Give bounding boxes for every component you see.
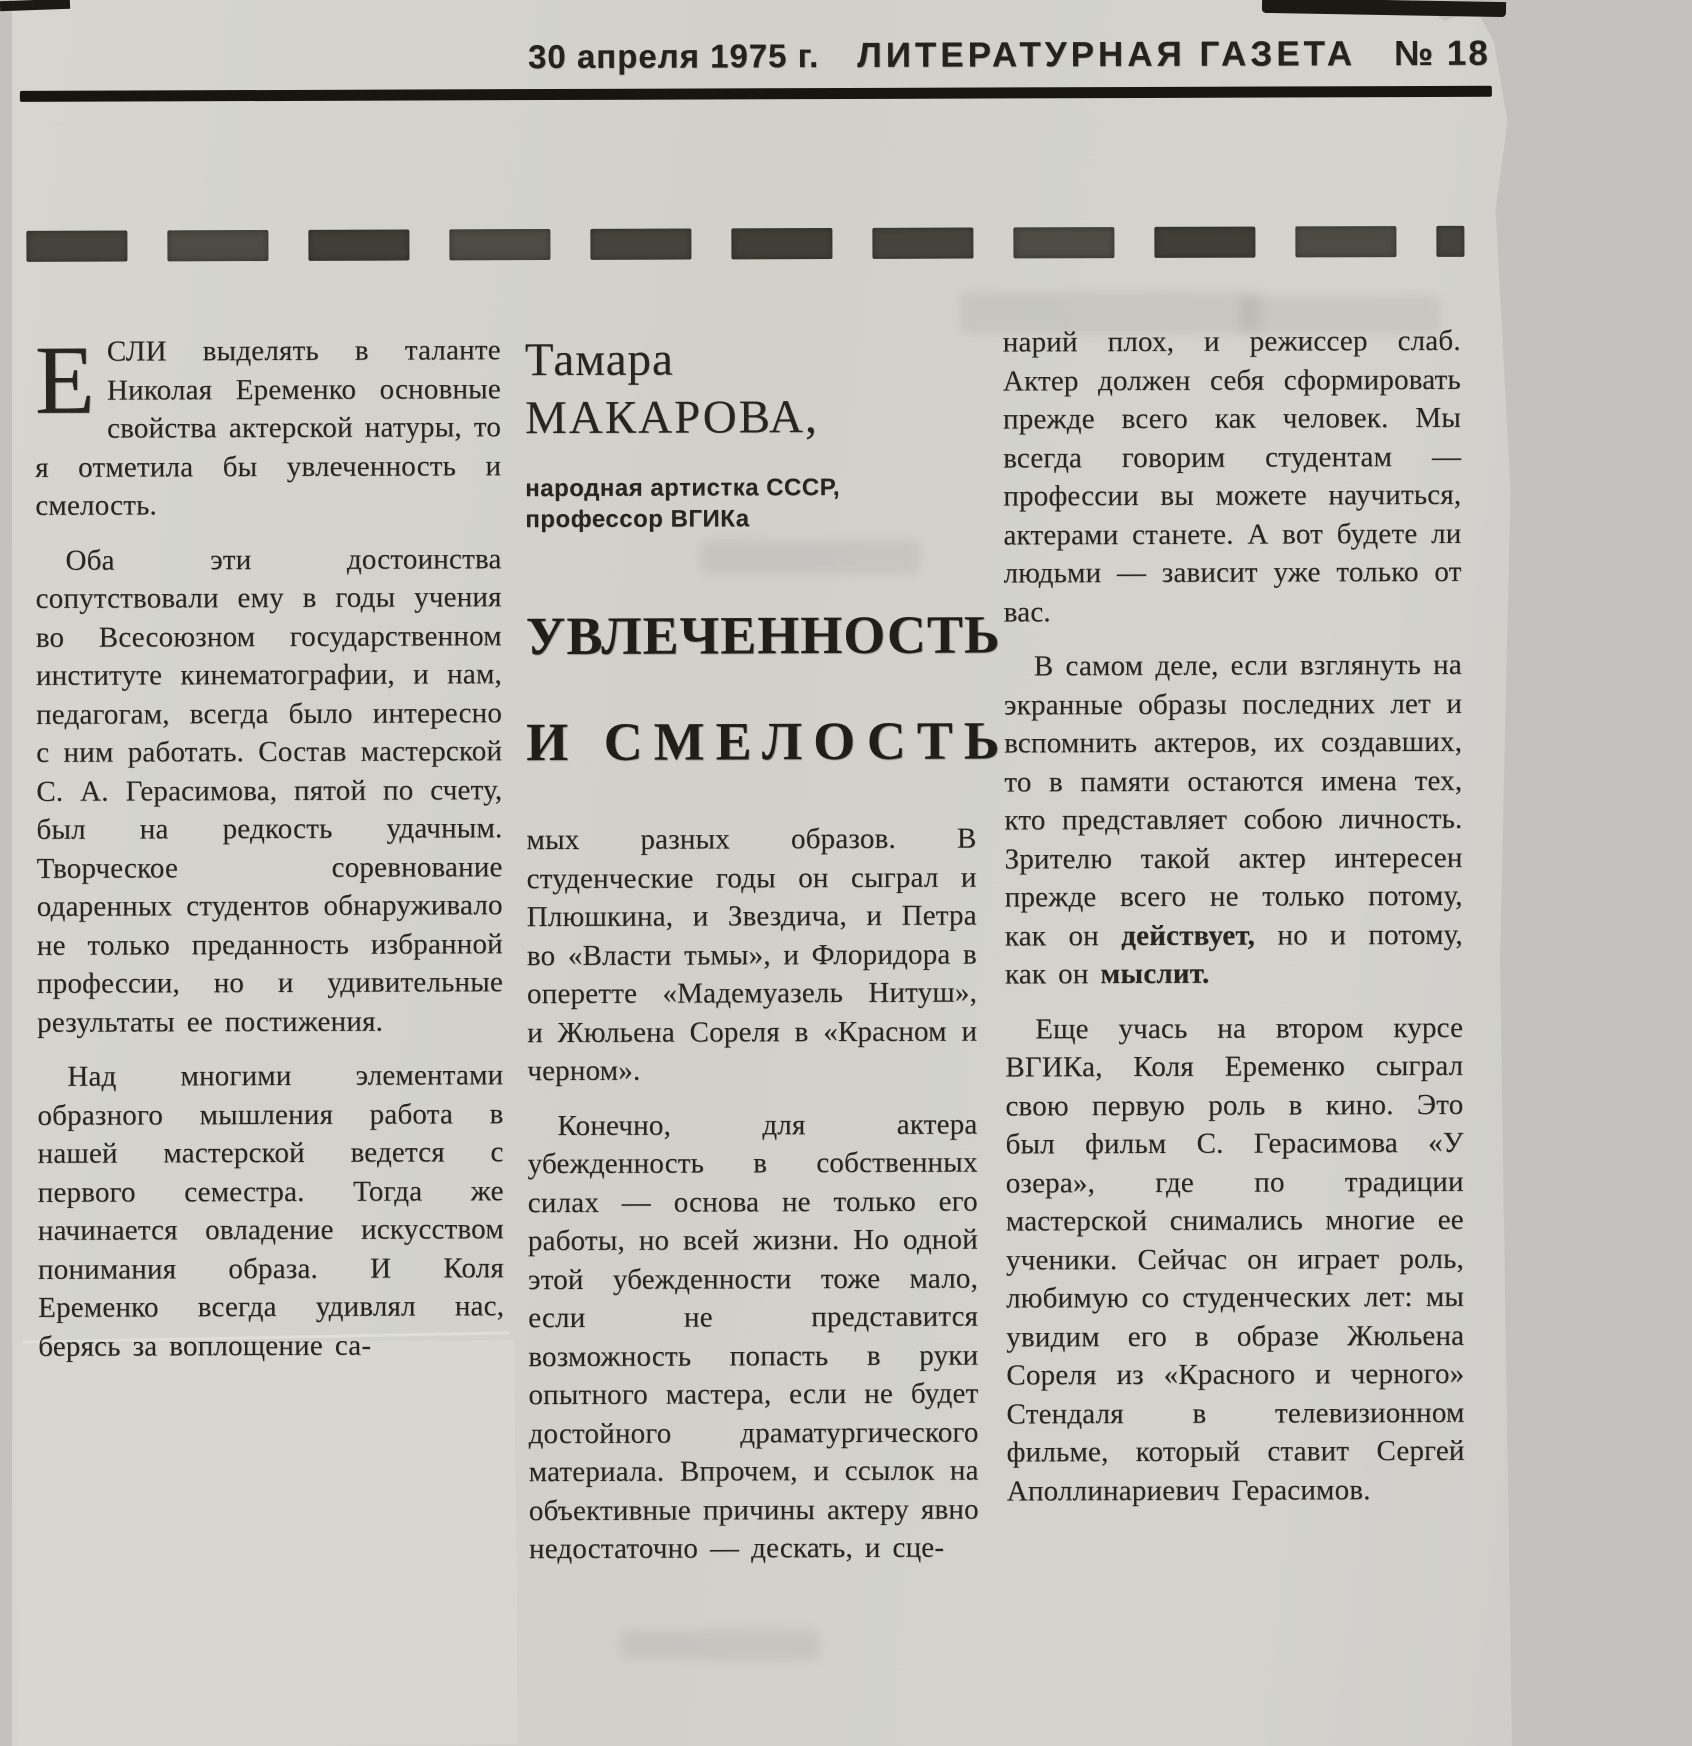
headline-line-1: УВЛЕЧЕННОСТЬ [525, 604, 1001, 667]
author-last-name: МАКАРОВА, [524, 391, 819, 445]
paragraph-text: но и потому, как он [1004, 918, 1463, 991]
author-credential-line: профессор ВГИКа [525, 505, 750, 534]
dash-ornament [1013, 227, 1114, 258]
paragraph: Еще учась на втором курсе ВГИКа, Коля Еременко сыграл свою первую роль в кино. Это был фильм С. Герасимова «У озера», где по традиции мастерской снимались многие ее ученики. Сейчас он играет роль, любимую со студенческих лет: мы увидим его в образе Жюльена Сореля из «Красного и черного» Стендаля в телевизионном фильме, который ставит Сергей Аполлинариевич Герасимов. [1005, 1011, 1465, 1507]
paragraph: Над многими элементами образного мышления работа в нашей мастерской ведется с первого семестра. Тогда же начинается овладение искусством понимания образа. И Коля Еременко всегда удивлял нас, берясь за воплощение са- [37, 1059, 505, 1363]
emphasized-word: мыслит. [1100, 957, 1210, 991]
dash-ornament [26, 231, 127, 262]
lead-text: СЛИ выделять в таланте Николая Еременко основные свойства актерской натуры, то я отметила бы увлеченность и смелость. [35, 334, 502, 522]
dash-ornament [308, 230, 409, 261]
paragraph-with-emphasis [1004, 646, 1463, 994]
article-headline [525, 604, 1011, 774]
paragraph: мых разных образов. В студенческие годы он сыграл и Плюшкина, и Звездича, и Петра во «Власти тьмы», и Флоридора в оперетте «Мадемуазель Нитуш», и Жюльена Сореля в «Красном и черном». [526, 822, 978, 1088]
paragraph: Конечно, для актера убежденность в собственных силах — основа не только его работы, но всей жизни. Но одной этой убежденности тоже мало, если не представится возможность попасть в руки опытного мастера, если не будет достойного драматургического материала. Впрочем, и ссылок на объективные причины актеру явно недостаточно — дескать, и сце- [527, 1108, 979, 1566]
emphasized-word: действует, [1121, 919, 1256, 952]
masthead-title: ЛИТЕРАТУРНАЯ ГАЗЕТА [857, 34, 1357, 75]
author-first-name: Тамара [524, 333, 674, 387]
headline-line-2: И СМЕЛОСТЬ [526, 710, 1011, 773]
dash-ornament [872, 228, 973, 259]
dash-ornament [1436, 226, 1464, 257]
decorative-dash-band [26, 226, 1464, 262]
drop-cap: Е [34, 326, 96, 435]
dash-ornament [1295, 226, 1396, 257]
dash-ornament [1154, 227, 1255, 258]
masthead-date: 30 апреля 1975 г. [527, 37, 820, 76]
dash-ornament [167, 230, 268, 261]
author-byline [525, 330, 976, 536]
masthead [418, 34, 1490, 78]
dash-ornament [590, 229, 691, 260]
column-1 [34, 326, 505, 1382]
lead-paragraph [34, 326, 502, 525]
paragraph: нарий плох, и режиссер слаб. Актер должен себя сформировать прежде всего как человек. Мы всегда говорим студентам — профессии вы можете научиться, актерами станете. А вот будете ли людьми — зависит уже только от вас. [1002, 324, 1462, 628]
column-3 [1003, 322, 1465, 1527]
column-2 [524, 330, 1011, 1585]
dash-ornament [449, 229, 550, 260]
masthead-issue-number: № 18 [1394, 33, 1490, 74]
dash-ornament [731, 228, 832, 259]
masthead-rule [20, 86, 1492, 102]
author-credential-line: народная артистка СССР, [525, 474, 841, 503]
paragraph: Оба эти достоинства сопутствовали ему в годы учения во Всесоюзном государственном институте кинематографии, и нам, педагогам, всегда было интересно с ним работать. Состав мастерской С. А. Герасимова, пятой по счету, был на редкость удачным. Творческое соревнование одаренных студентов обнаруживало не только преданность избранной профессии, но и удивительные результаты ее постижения. [35, 542, 504, 1039]
paragraph-text: В самом деле, если взглянуть на экранные образы последних лет и вспомнить актеров, их создавших, то в памяти остаются имена тех, кто представляет собою личность. Зрителю такой актер интересен прежде всего не только потому, как он [1003, 648, 1463, 952]
